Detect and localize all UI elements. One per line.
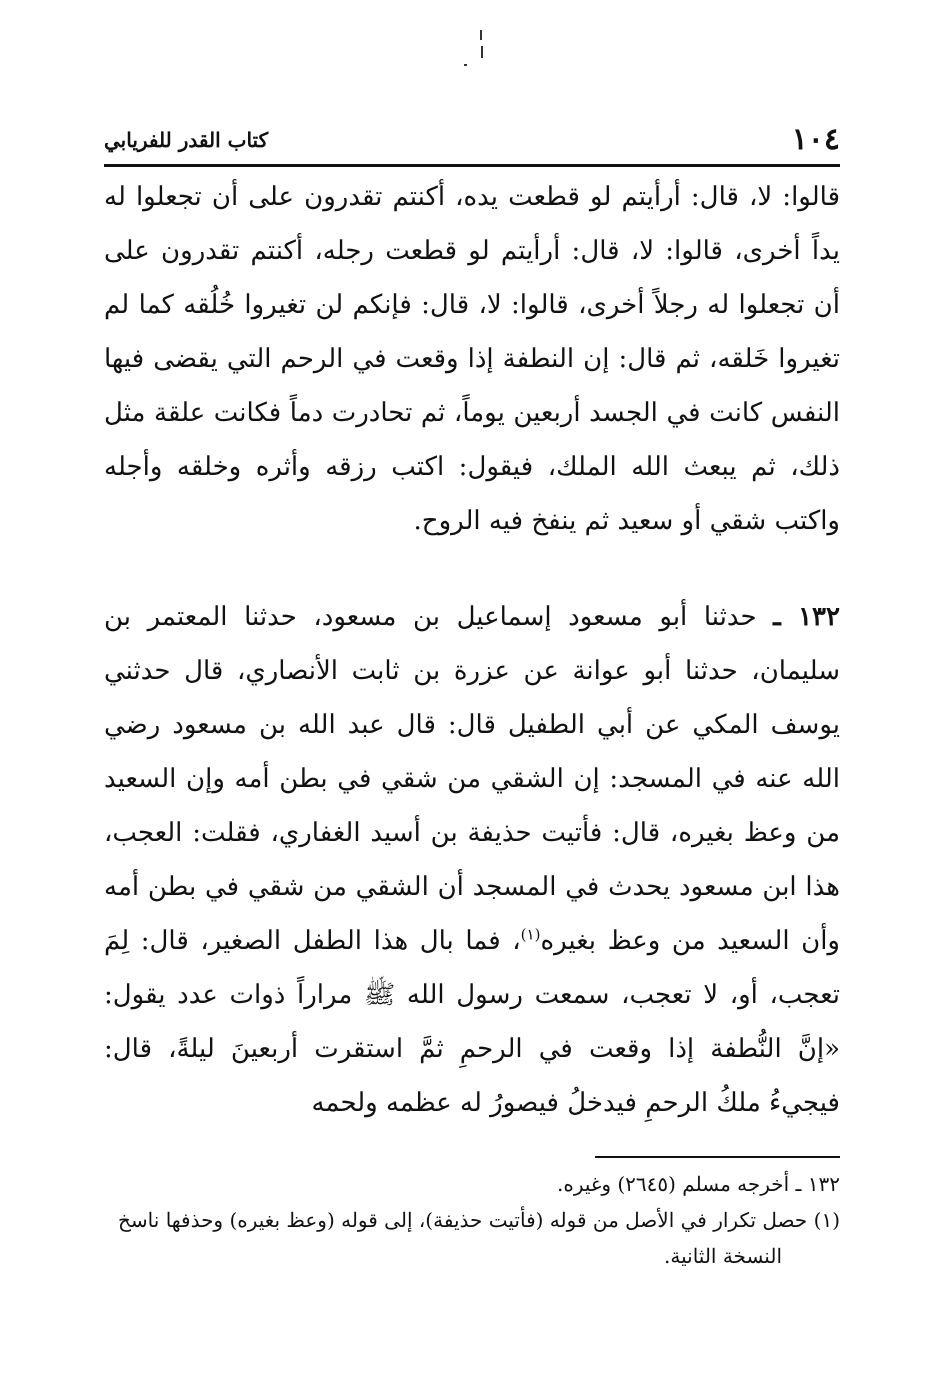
paragraph-2-text-end: ، فما بال هذا الطفل الصغير، قال: لِمَ تعجب، أو، لا تعجب، سمعت رسول الله ﷺ مراراً ذوات عدد يقول: «إنَّ النُّطفة إذا وقعت في الرحمِ ثمَّ استقرت أربعينَ ليلةً، قال: فيجيءُ ملكُ الرحمِ فيدخلُ فيصورُ له عظمه ولحمه [104,926,840,1118]
hadith-number: ١٣٢ ـ [773,602,840,632]
body-paragraph-2 [104,590,840,1130]
running-title: كتاب القدر للفريابي [104,128,269,152]
scan-artifact-marks [476,30,486,70]
page-number: ١٠٤ [791,122,840,157]
page-header [104,118,840,162]
footnotes [104,1166,840,1274]
footnote-separator [595,1156,840,1158]
body-paragraph-1: قالوا: لا، قال: أرأيتم لو قطعت يده، أكنتم تقدرون على أن تجعلوا له يداً أخرى، قالوا: لا، قال: أرأيتم لو قطعت رجله، أكنتم تقدرون على أن تجعلوا له رجلاً أخرى، قالوا: لا، قال: فإنكم لن تغيروا خُلُقه كما لم تغيروا خَلقه، ثم قال: إن النطفة إذا وقعت في الرحم التي يقضى فيها النفس كانت في الجسد أربعين يوماً، ثم تحادرت دماً فكانت علقة مثل ذلك، ثم يبعث الله الملك، فيقول: اكتب رزقه وأثره وخلقه وأجله واكتب شقي أو سعيد ثم ينفخ فيه الروح. [104,182,840,536]
footnote-1: ١٣٢ ـ أخرجه مسلم (٢٦٤٥) وغيره. [556,1172,840,1196]
footnote-2: (١) حصل تكرار في الأصل من قوله (فأتيت حذيفة)، إلى قوله (وعظ بغيره) وحذفها ناسخ النسخة الثانية. [118,1208,840,1268]
paragraph-2-text-start: حدثنا أبو مسعود إسماعيل بن مسعود، حدثنا المعتمر بن سليمان، حدثنا أبو عوانة عن عزرة بن ثابت الأنصاري، قال حدثني يوسف المكي عن أبي الطفيل قال: قال عبد الله بن مسعود رضي الله عنه في المسجد: إن الشقي من شقي في بطن أمه وإن السعيد من وعظ بغيره، قال: فأتيت حذيفة بن أسيد الغفاري، فقلت: العجب، هذا ابن مسعود يحدث في المسجد أن الشقي من شقي في بطن أمه وأن السعيد من وعظ بغيره [104,602,840,956]
header-rule [104,164,840,167]
footnote-reference: (١) [520,925,541,944]
